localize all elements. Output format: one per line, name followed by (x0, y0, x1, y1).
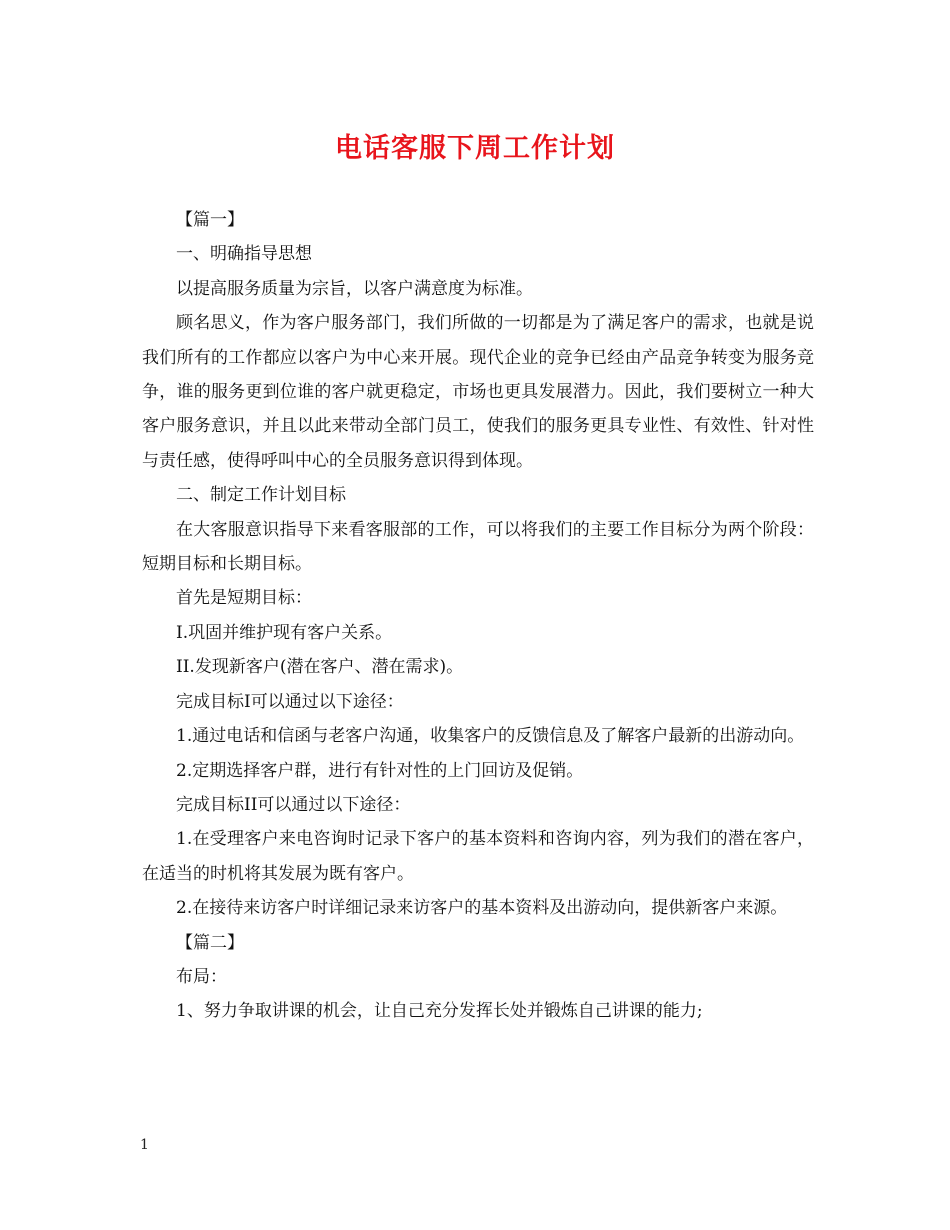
paragraph: 完成目标I可以通过以下途径： (176, 691, 404, 712)
paragraph: 布局： (176, 966, 227, 987)
page-title: 电话客服下周工作计划 (335, 133, 615, 164)
paragraph: 完成目标II可以通过以下途径： (176, 794, 411, 815)
page-number: 1 (140, 1137, 149, 1153)
paragraph: 1、努力争取讲课的机会，让自己充分发挥长处并锻炼自己讲课的能力; (176, 1001, 703, 1022)
paragraph: 一、明确指导思想 (176, 244, 312, 265)
paragraph: 顾名思义，作为客户服务部门，我们所做的一切都是为了满足客户的需求，也就是说我们所有的工作都应以客户为中心来开展。现代企业的竞争已经由产品竞争转变为服务竞争，谁的服务更到位谁的客户就更稳定，市场也更具发展潜力。因此，我们要树立一种大客户服务意识，并且以此来带动全部门员工，使我们的服务更具专业性、有效性、针对性与责任感，使得呼叫中心的全员服务意识得到体现。 (142, 313, 814, 471)
paragraph: 【篇二】 (176, 932, 244, 953)
document-body (142, 203, 814, 1029)
paragraph: 2.定期选择客户群，进行有针对性的上门回访及促销。 (176, 760, 584, 781)
paragraph: I.巩固并维护现有客户关系。 (176, 622, 393, 643)
paragraph: 在大客服意识指导下来看客服部的工作，可以将我们的主要工作目标分为两个阶段：短期目标和长期目标。 (142, 519, 814, 575)
paragraph: 以提高服务质量为宗旨，以客户满意度为标准。 (176, 278, 533, 299)
paragraph: 1.通过电话和信函与老客户沟通，收集客户的反馈信息及了解客户最新的出游动向。 (176, 726, 805, 747)
paragraph: II.发现新客户(潜在客户、潜在需求)。 (176, 657, 464, 678)
paragraph: 首先是短期目标： (176, 588, 312, 609)
paragraph: 【篇一】 (176, 210, 244, 230)
paragraph: 2.在接待来访客户时详细记录来访客户的基本资料及出游动向，提供新客户来源。 (176, 898, 788, 919)
paragraph: 1.在受理客户来电咨询时记录下客户的基本资料和咨询内容，列为我们的潜在客户，在适当的时机将其发展为既有客户。 (142, 829, 814, 884)
paragraph: 二、制定工作计划目标 (176, 485, 346, 506)
